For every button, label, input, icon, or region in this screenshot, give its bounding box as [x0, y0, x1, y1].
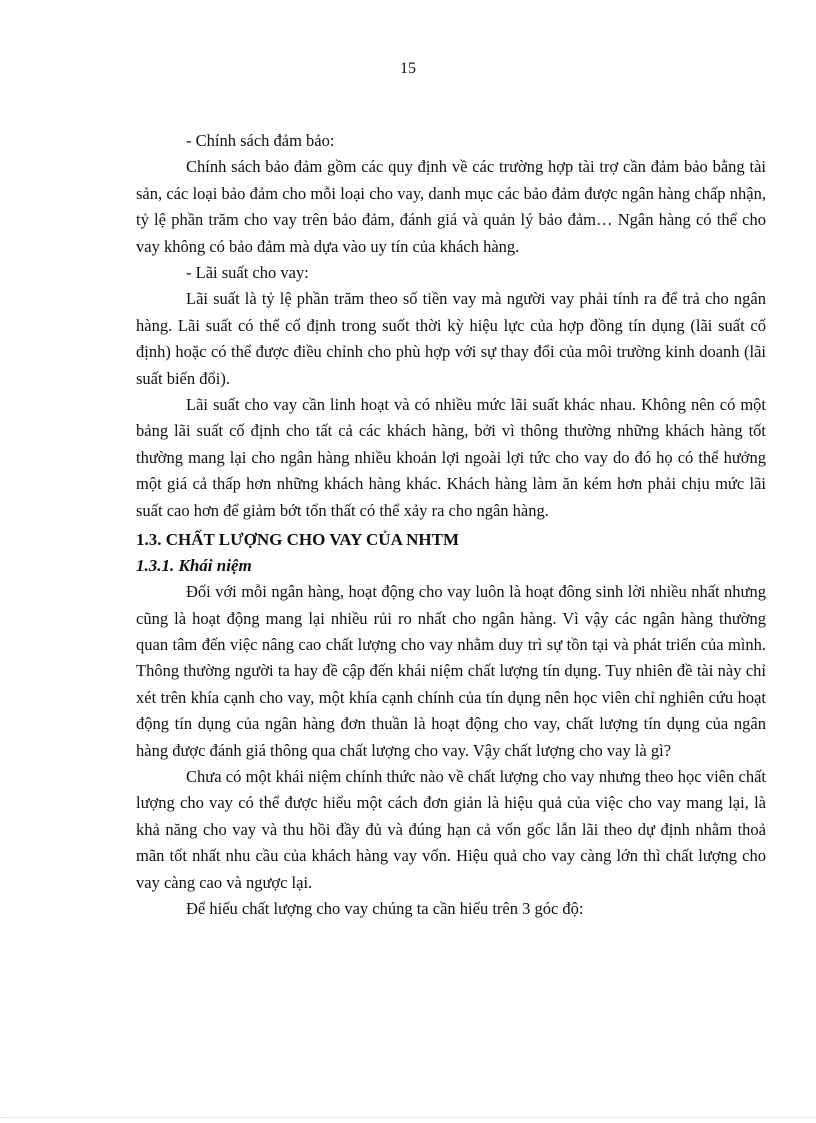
page-bottom-divider [0, 1117, 816, 1118]
subsection-heading: 1.3.1. Khái niệm [136, 556, 252, 576]
concept-paragraph-3: Để hiểu chất lượng cho vay chúng ta cần hiểu trên 3 góc độ: [186, 898, 584, 918]
section-heading: 1.3. CHẤT LƯỢNG CHO VAY CỦA NHTM [136, 530, 460, 550]
document-body [136, 128, 766, 922]
guarantee-heading: - Chính sách đảm bảo: [186, 131, 335, 150]
interest-paragraph-1: Lãi suất là tỷ lệ phần trăm theo số tiền vay mà người vay phải tính ra để trả cho ngân hàng. Lãi suất có thể cố định trong suốt thời kỳ hiệu lực của hợp đồng tín dụng (lãi suất cố định) hoặc có thể được điều chỉnh cho phù hợp với sự thay đổi của môi trường kinh doanh (lãi suất biến đổi). [136, 289, 766, 388]
concept-paragraph-2: Chưa có một khái niệm chính thức nào về chất lượng cho vay nhưng theo học viên chất lượng cho vay có thể được hiểu một cách đơn giản là hiệu quả của việc cho vay mang lại, là khả năng cho vay và thu hồi đầy đủ và đúng hạn cả vốn gốc lẫn lãi theo dự định nhằm thoả mãn tốt nhất nhu cầu của khách hàng vay vốn. Hiệu quả cho vay càng lớn thì chất lượng cho vay càng cao và ngược lại. [136, 766, 766, 892]
concept-paragraph-1: Đối với mỗi ngân hàng, hoạt động cho vay luôn là hoạt đông sinh lời nhiều nhất nhưng cũng là hoạt động mang lại nhiều rủi ro nhất cho ngân hàng. Vì vậy các ngân hàng thường quan tâm đến việc nâng cao chất lượng cho vay nhằm duy trì sự tồn tại và phát triển của mình. Thông thường người ta hay đề cập đến khái niệm chất lượng tín dụng. Tuy nhiên đề tài này chỉ xét trên khía cạnh cho vay, một khía cạnh chính của tín dụng nên học viên chỉ nghiên cứu hoạt động tín dụng của ngân hàng đơn thuần là hoạt động cho vay, chất lượng tín dụng của ngân hàng được đánh giá thông qua chất lượng cho vay. Vậy chất lượng cho vay là gì? [136, 582, 766, 760]
guarantee-paragraph: Chính sách bảo đảm gồm các quy định về các trường hợp tài trợ cần đảm bảo bằng tài sản, các loại bảo đảm cho mỗi loại cho vay, danh mục các bảo đảm được ngân hàng chấp nhận, tỷ lệ phần trăm cho vay trên bảo đảm, đánh giá và quản lý bảo đảm… Ngân hàng có thể cho vay không có bảo đảm mà dựa vào uy tín của khách hàng. [136, 157, 766, 256]
page-number: 15 [400, 60, 416, 77]
interest-heading: - Lãi suất cho vay: [186, 263, 309, 283]
interest-paragraph-2: Lãi suất cho vay cần linh hoạt và có nhiều mức lãi suất khác nhau. Không nên có một bảng lãi suất cố định cho tất cả các khách hàng, bởi vì thông thường những khách hàng tốt thường mang lại cho ngân hàng nhiều khoản lợi ngoài lợi tức cho vay do đó họ có thể hưởng một giá cả thấp hơn những khách hàng khác. Khách hàng làm ăn kém hơn phải chịu mức lãi suất cao hơn để giảm bớt tổn thất có thể xảy ra cho ngân hàng. [136, 395, 766, 520]
